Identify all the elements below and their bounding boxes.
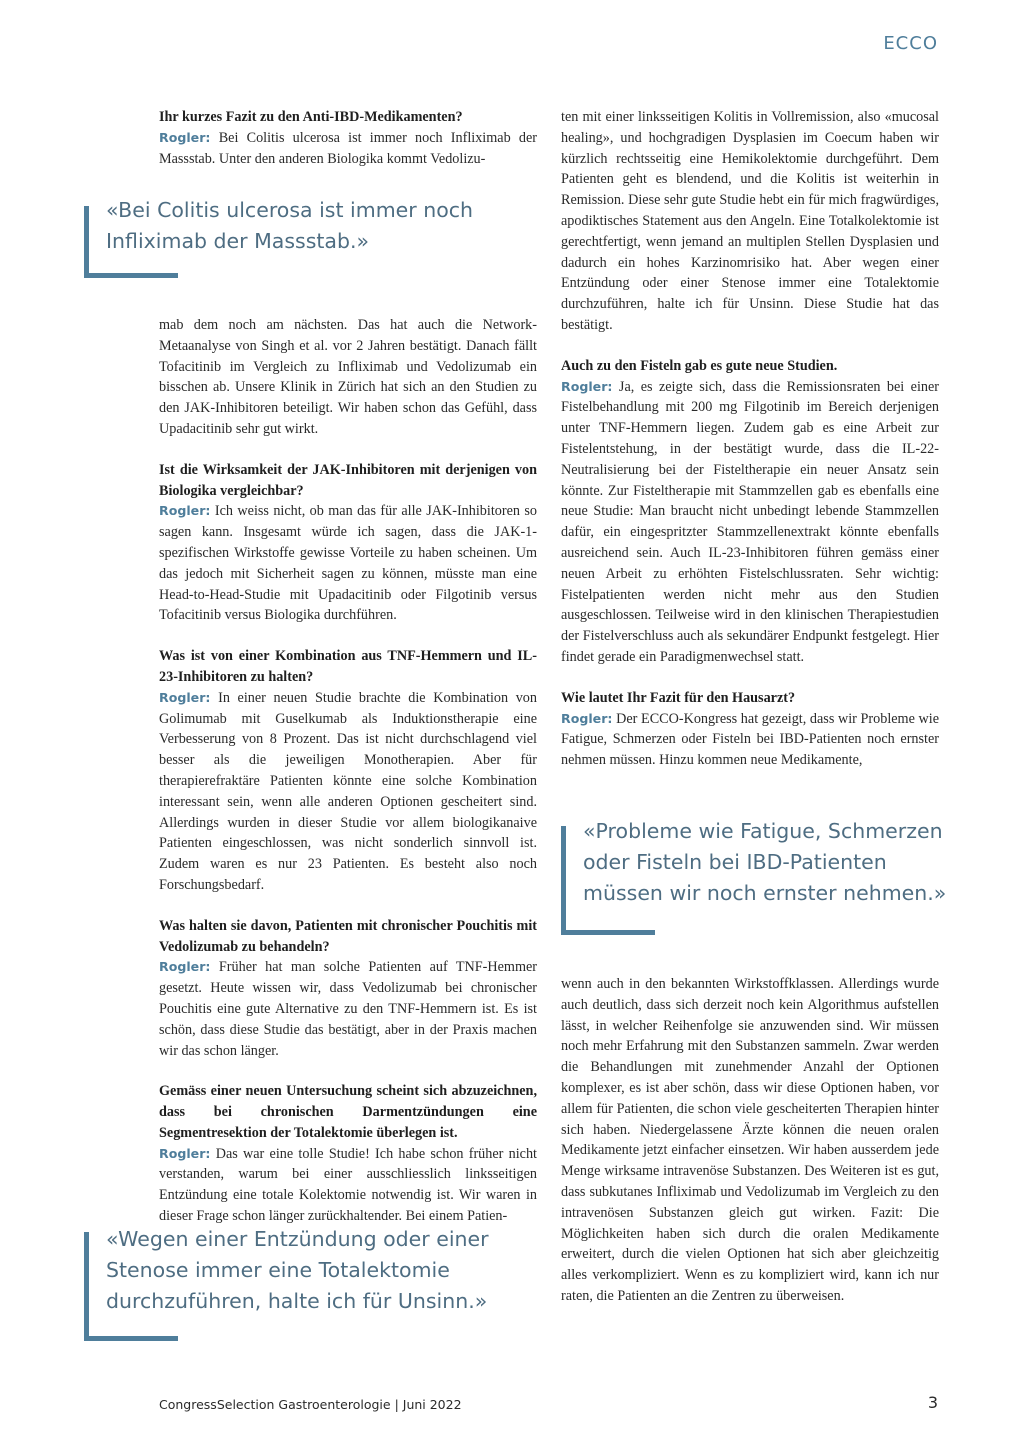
right-column-top <box>561 107 939 771</box>
pull-quote-3: «Wegen einer Entzündung oder einer Stenose immer eine Totalektomie durchzuführen, halte ich für Unsinn.» <box>106 1227 489 1313</box>
speaker-label: Rogler: <box>159 1145 211 1161</box>
interview-answer <box>159 501 537 626</box>
answer-text: Bei Colitis ulcerosa ist immer noch Infliximab der Massstab. Unter den anderen Biologika kommt Vedolizu- <box>159 129 537 167</box>
answer-text: Das war eine tolle Studie! Ich habe schon früher nicht verstanden, warum bei einer ausschliesslich linksseitigen Entzündung eine totale Kolektomie notwendig ist. Wir waren in dieser Frage schon länger zurückhaltender. Bei einem Patien- <box>159 1145 537 1225</box>
answer-continuation: ten mit einer linksseitigen Kolitis in Vollremission, also «mucosal healing», und hochgradigen Dysplasien im Coecum haben wir kürzlich rechtsseitig eine Hemikolektomie durchgeführt. Dem Patienten geht es blendend, und die Kolitis ist weiterhin in Remission. Diese sehr gute Studie hebt ein für mich fragwürdiges, apodiktisches Statement aus den Angeln. Eine Totalkolektomie ist gerechtfertigt, wenn jemand an multiplen Stellen Dysplasien und dadurch ein hohes Karzinomrisiko hat. Aber wegen einer Entzündung oder einer Stenose immer eine Totalektomie durchzuführen, halte ich für Unsinn. Diese Studie hat das bestätigt. <box>561 109 939 333</box>
interview-answer <box>159 128 537 170</box>
page-number: 3 <box>927 1393 938 1412</box>
speaker-label: Rogler: <box>159 129 211 145</box>
speaker-label: Rogler: <box>159 689 211 705</box>
right-column-bottom <box>561 974 939 1307</box>
interview-answer <box>561 709 939 771</box>
answer-continuation: mab dem noch am nächsten. Das hat auch die Network-Metaanalyse von Singh et al. vor 2 Jahren bestätigt. Danach fällt Tofacitinib im Vergleich zu Infliximab und Vedolizumab ein bisschen ab. Unsere Klinik in Zürich hat sich an den Studien zu den JAK-Inhibitoren beteiligt. Wir haben schon das Gefühl, dass Upadacitinib sehr gut wirkt. <box>159 317 537 437</box>
interview-question: Gemäss einer neuen Untersuchung scheint sich abzuzeichnen, dass bei chronischen Darmentzündungen eine Segmentresektion der Totalektomie überlegen ist. <box>159 1083 537 1141</box>
left-column-continued <box>159 315 537 1227</box>
speaker-label: Rogler: <box>561 378 613 394</box>
footer-publication: CongressSelection Gastroenterologie | Juni 2022 <box>159 1397 462 1412</box>
answer-text: Ja, es zeigte sich, dass die Remissionsraten bei einer Fistelbehandlung mit 200 mg Filgotinib im Bereich derjenigen unter TNF-Hemmern liegen. Zudem gab es eine Arbeit zur Fistelentstehung, in der bestätigt wurde, dass die IL-22-Neutralisierung bei der Fisteltherapie ein neuer Ansatz sein könnte. Zur Fisteltherapie mit Stammzellen gab es ebenfalls eine neue Studie: Man braucht nicht unbedingt lebende Stammzellen dafür, ein eingespritzter Stammzellenextrakt könnte ebenfalls ausreichend sein. Auch IL-23-Inhibitoren führen gemäss einer neuen Arbeit zu erhöhten Fistelschlussraten. Sehr wichtig: Fistelpatienten werden nicht mehr aus den Studien ausgeschlossen. Teilweise wird in den klinischen Therapiestudien der Fistelverschluss auch als sekundärer Endpunkt festgelegt. Hier findet gerade ein Paradigmenwechsel statt. <box>561 378 940 665</box>
interview-block-1 <box>159 107 537 169</box>
speaker-label: Rogler: <box>159 503 211 519</box>
speaker-label: Rogler: <box>159 959 211 975</box>
interview-question: Ihr kurzes Fazit zu den Anti-IBD-Medikamenten? <box>159 109 463 125</box>
interview-answer <box>159 957 537 1061</box>
answer-text: Ich weiss nicht, ob man das für alle JAK-Inhibitoren so sagen kann. Insgesamt würde ich sagen, dass die JAK-1-spezifischen Wirkstoffe gewisse Vorteile zu haben scheinen. Um das jedoch mit Sicherheit sagen zu können, müsste man eine Head-to-Head-Studie mit Upadacitinib oder Filgotinib versus Tofacitinib versus Biologika durchführen. <box>159 503 538 624</box>
interview-answer <box>159 1144 537 1227</box>
interview-answer <box>561 377 939 668</box>
answer-text: In einer neuen Studie brachte die Kombination von Golimumab mit Guselkumab als Induktionstherapie eine Verbesserung von 8 Prozent. Das ist nicht durchschlagend viel besser als die jeweiligen Monotherapien. Aber für therapierefraktäre Patienten könnte eine solche Kombination interessant sein, wenn alle anderen Optionen gescheitert sind. Allerdings wurden in dieser Studie vor allem biologikanaive Patienten eingeschlossen, was nicht sonderlich sinnvoll ist. Zudem waren es nur 23 Patienten. Es besteht also noch Forschungsbedarf. <box>159 689 537 893</box>
answer-text: Der ECCO-Kongress hat gezeigt, dass wir Probleme wie Fatigue, Schmerzen oder Fisteln bei IBD-Patienten noch ernster nehmen müssen. Hinzu kommen neue Medikamente, <box>561 710 940 769</box>
answer-text: Früher hat man solche Patienten auf TNF-Hemmer gesetzt. Heute wissen wir, dass Vedolizumab bei chronischer Pouchitis eine gute Alternative zu den TNF-Hemmern ist. Es ist schön, dass diese Studie das bestätigt, aber in der Praxis machen wir das schon länger. <box>159 959 538 1059</box>
answer-continuation: wenn auch in den bekannten Wirkstoffklassen. Allerdings wurde auch deutlich, dass sich derzeit noch kein Algorithmus aufstellen lässt, in welcher Reihenfolge sie anzuwenden sind. Wir müssen noch mehr Erfahrung mit den Substanzen sammeln. Zwar werden die Behandlungen mit zunehmender Anzahl der Optionen komplexer, es ist aber schön, dass wir diese Optionen haben, vor allem für Patienten, die schon viele gescheiterten Therapien hinter sich haben. Niedergelassene Ärzte können die neuen oralen Medikamente jetzt einfacher einsetzen. Wir haben ausserdem jede Menge wirksame intravenöse Substanzen. Des Weiteren ist es gut, dass subkutanes Infliximab und Vedolizumab im Vergleich zu den intravenösen Substanzen gleich gut wirken. Fazit: Die Möglichkeiten haben sich durch die oralen Medikamente erweitert, durch die vielen Optionen hat sich aber gleichzeitig alles verkompliziert. Wenn es zu kompliziert wird, kann ich nur raten, die Patienten an die Zentren zu überweisen. <box>561 976 939 1304</box>
pull-quote-2: «Probleme wie Fatigue, Schmerzen oder Fisteln bei IBD-Patienten müssen wir noch ernster nehmen.» <box>583 819 947 905</box>
interview-answer <box>159 688 537 896</box>
pull-quote-1: «Bei Colitis ulcerosa ist immer noch Infliximab der Massstab.» <box>106 198 474 253</box>
section-tag: ECCO <box>883 33 938 54</box>
speaker-label: Rogler: <box>561 710 613 726</box>
interview-question: Was halten sie davon, Patienten mit chronischer Pouchitis mit Vedolizumab zu behandeln? <box>159 917 537 955</box>
interview-question: Auch zu den Fisteln gab es gute neue Studien. <box>561 357 838 374</box>
interview-question: Ist die Wirksamkeit der JAK-Inhibitoren mit derjenigen von Biologika vergleichbar? <box>159 461 537 499</box>
interview-question: Was ist von einer Kombination aus TNF-Hemmern und IL-23-Inhibitoren zu halten? <box>159 648 537 685</box>
interview-question: Wie lautet Ihr Fazit für den Hausarzt? <box>561 689 796 706</box>
